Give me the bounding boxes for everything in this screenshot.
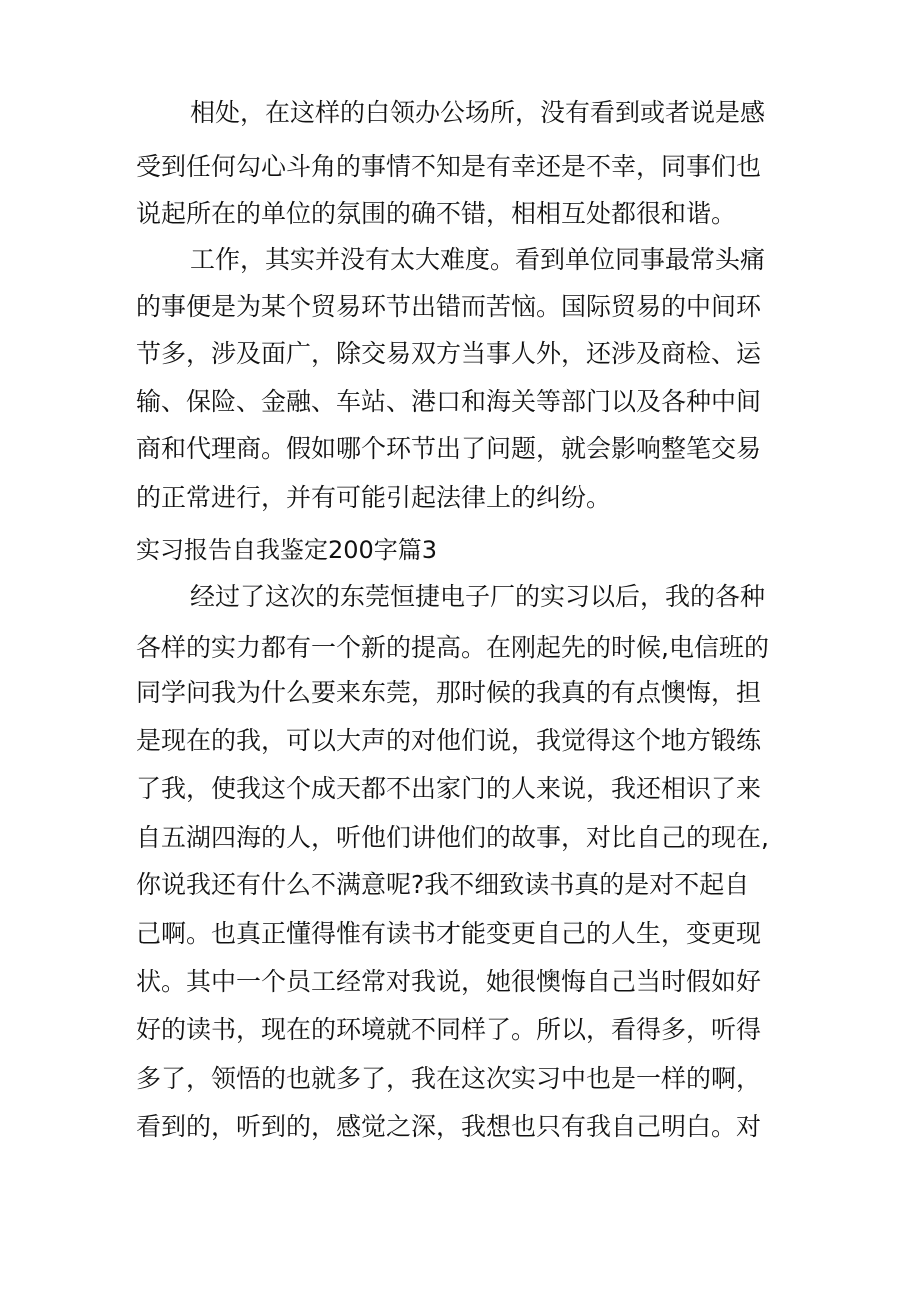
paragraph-line: 自五湖四海的人，听他们讲他们的故事，对比自己的现在, bbox=[136, 823, 769, 852]
paragraph-line: 节多，涉及面广，除交易双方当事人外，还涉及商检、运 bbox=[136, 339, 762, 368]
paragraph-line: 的事便是为某个贸易环节出错而苦恼。国际贸易的中间环 bbox=[136, 292, 762, 321]
section-heading: 实习报告自我鉴定200字篇3 bbox=[136, 536, 438, 564]
paragraph-line: 工作，其实并没有太大难度。看到单位同事最常头痛 bbox=[190, 245, 766, 274]
paragraph-line: 是现在的我，可以大声的对他们说，我觉得这个地方锻练 bbox=[136, 726, 762, 755]
paragraph-line: 说起所在的单位的氛围的确不错，相相互处都很和谐。 bbox=[136, 199, 737, 228]
paragraph-line: 相处，在这样的白领办公场所，没有看到或者说是感 bbox=[190, 98, 766, 127]
paragraph-line: 看到的，听到的，感觉之深，我想也只有我自己明白。对 bbox=[136, 1112, 762, 1141]
paragraph-line: 状。其中一个员工经常对我说，她很懊悔自己当时假如好 bbox=[136, 967, 762, 996]
paragraph-line: 你说我还有什么不满意呢?我不细致读书真的是对不起自 bbox=[136, 870, 750, 899]
paragraph-line: 己啊。也真正懂得惟有读书才能变更自己的人生，变更现 bbox=[136, 919, 762, 948]
paragraph-line: 好的读书，现在的环境就不同样了。所以，看得多，听得 bbox=[136, 1015, 762, 1044]
paragraph-line: 输、保险、金融、车站、港口和海关等部门以及各种中间 bbox=[136, 387, 762, 416]
paragraph-line: 各样的实力都有一个新的提高。在刚起先的时候,电信班的 bbox=[136, 633, 769, 662]
paragraph-line: 受到任何勾心斗角的事情不知是有幸还是不幸，同事们也 bbox=[136, 152, 762, 181]
paragraph-line: 的正常进行，并有可能引起法律上的纠纷。 bbox=[136, 483, 612, 512]
paragraph-line: 同学问我为什么要来东莞，那时候的我真的有点懊悔，担 bbox=[136, 678, 762, 707]
paragraph-line: 商和代理商。假如哪个环节出了问题，就会影响整笔交易 bbox=[136, 434, 762, 463]
paragraph-line: 多了，领悟的也就多了，我在这次实习中也是一样的啊， bbox=[136, 1064, 762, 1093]
paragraph-line: 经过了这次的东莞恒捷电子厂的实习以后，我的各种 bbox=[190, 582, 766, 611]
paragraph-line: 了我，使我这个成天都不出家门的人来说，我还相识了来 bbox=[136, 774, 762, 803]
